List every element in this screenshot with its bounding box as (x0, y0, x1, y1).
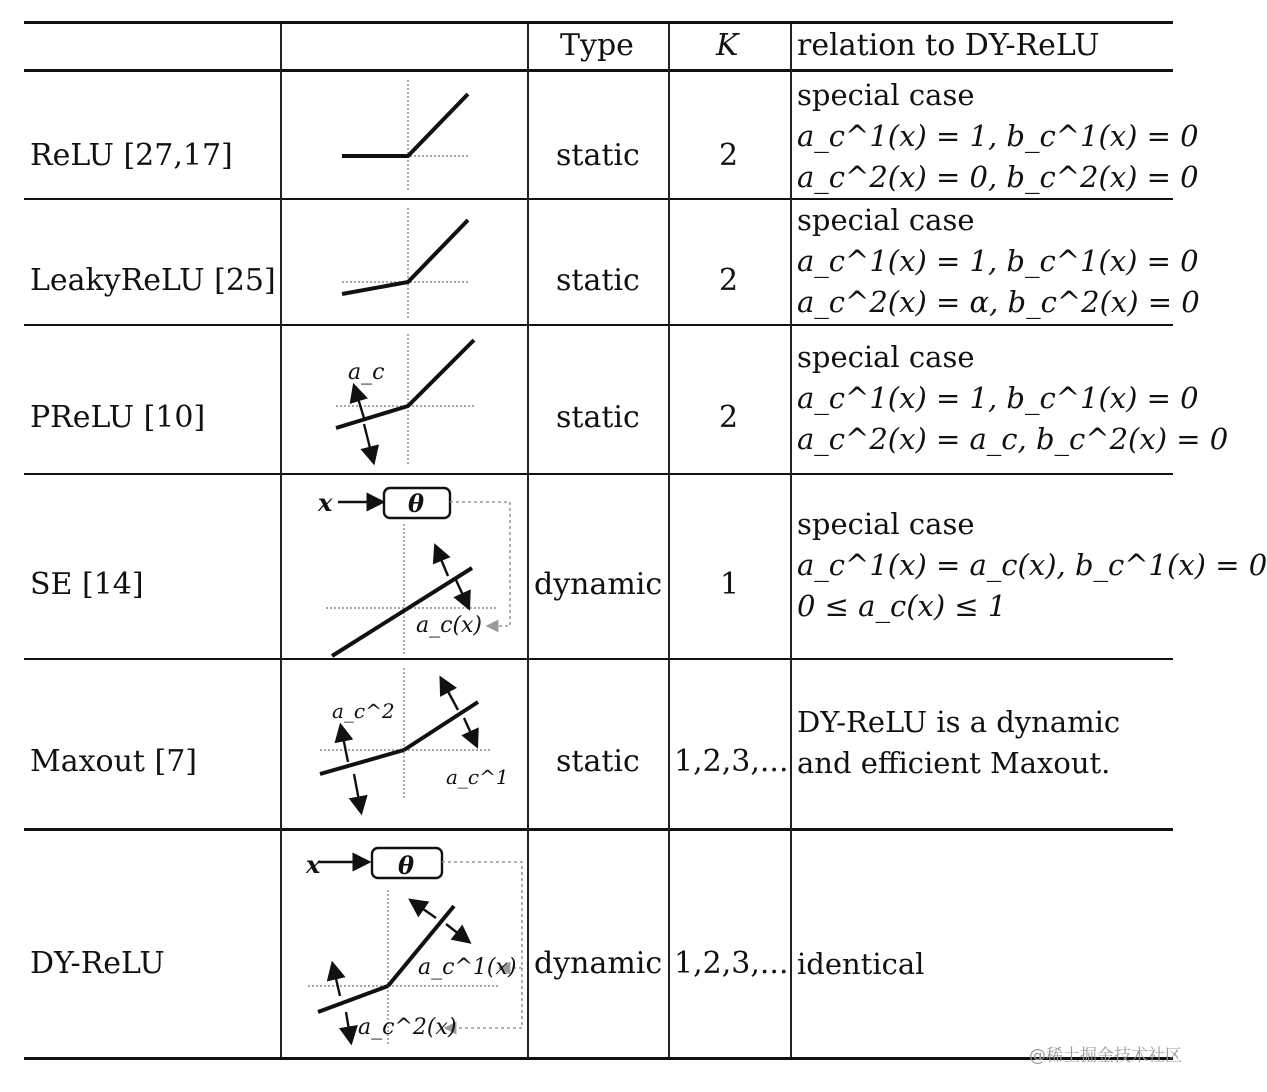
row-name: PReLU [10] (30, 400, 206, 435)
row-relation (797, 337, 1228, 460)
se-theta-label: θ (408, 489, 425, 518)
row-k: 2 (719, 263, 739, 298)
relation-line: special case (797, 78, 975, 112)
row-name: Maxout [7] (30, 744, 197, 779)
relation-line: a_c^1(x) = 1, b_c^1(x) = 0 (797, 244, 1199, 278)
row-type: dynamic (534, 946, 663, 981)
relation-line: a_c^1(x) = a_c(x), b_c^1(x) = 0 (797, 548, 1267, 582)
leaky-relu-plot (330, 204, 490, 322)
row-type: static (556, 400, 640, 435)
col-sep-4 (790, 24, 792, 1057)
row-type: static (556, 263, 640, 298)
top-rule (24, 21, 1173, 24)
dy-relu-theta-label: θ (398, 851, 415, 880)
prelu-slope-label: a_c (348, 360, 385, 385)
row-divider-4 (24, 658, 1173, 660)
dy-relu-input-label: x (306, 850, 321, 879)
prelu-plot (326, 330, 486, 470)
row-k: 1,2,3,... (674, 946, 789, 981)
maxout-slope-bottom-label: a_c^1 (446, 765, 509, 789)
relation-line: and efficient Maxout. (797, 746, 1111, 780)
row-name: ReLU [27,17] (30, 138, 233, 173)
row-k: 1 (720, 567, 740, 602)
row-divider-2 (24, 324, 1173, 326)
relation-line: a_c^2(x) = α, b_c^2(x) = 0 (797, 285, 1200, 319)
header-rule (24, 69, 1173, 72)
maxout-plot (312, 664, 502, 824)
watermark: @稀土掘金技术社区 (1029, 1046, 1182, 1066)
row-type: static (556, 744, 640, 779)
row-relation (797, 504, 1267, 627)
row-name: SE [14] (30, 567, 144, 602)
relation-line: a_c^2(x) = a_c, b_c^2(x) = 0 (797, 422, 1229, 456)
relation-line: DY-ReLU is a dynamic (797, 705, 1121, 739)
relation-line: a_c^1(x) = 1, b_c^1(x) = 0 (797, 381, 1199, 415)
col-sep-3 (668, 24, 670, 1057)
dy-relu-slope-top-label: a_c^1(x) (418, 955, 517, 980)
se-input-label: x (318, 488, 333, 517)
dy-relu-slope-bottom-label: a_c^2(x) (358, 1015, 457, 1040)
row-relation (797, 75, 1199, 198)
relation-line: special case (797, 340, 975, 374)
row-divider-3 (24, 473, 1173, 475)
row-k: 1,2,3,... (674, 744, 789, 779)
relation-line: identical (797, 947, 925, 981)
row-relation (797, 702, 1120, 784)
relation-line: special case (797, 507, 975, 541)
col-sep-2 (527, 24, 529, 1057)
col-sep-1 (280, 24, 282, 1057)
header-relation: relation to DY-ReLU (797, 28, 1100, 63)
maxout-slope-top-label: a_c^2 (332, 699, 395, 723)
relu-plot (330, 76, 490, 194)
relation-line: 0 ≤ a_c(x) ≤ 1 (797, 589, 1007, 623)
relation-line: a_c^2(x) = 0, b_c^2(x) = 0 (797, 160, 1199, 194)
row-type: static (556, 138, 640, 173)
row-name: DY-ReLU (30, 946, 165, 981)
row-relation (797, 944, 924, 985)
bottom-rule (24, 1057, 1173, 1060)
row-k: 2 (719, 400, 739, 435)
se-slope-label: a_c(x) (416, 613, 483, 638)
header-k: K (716, 28, 739, 63)
section-rule (24, 828, 1173, 831)
row-name: LeakyReLU [25] (30, 263, 276, 298)
relation-line: special case (797, 203, 975, 237)
row-k: 2 (719, 138, 739, 173)
relation-line: a_c^1(x) = 1, b_c^1(x) = 0 (797, 119, 1199, 153)
row-type: dynamic (534, 567, 663, 602)
header-type: Type (560, 28, 634, 63)
row-relation (797, 200, 1200, 323)
